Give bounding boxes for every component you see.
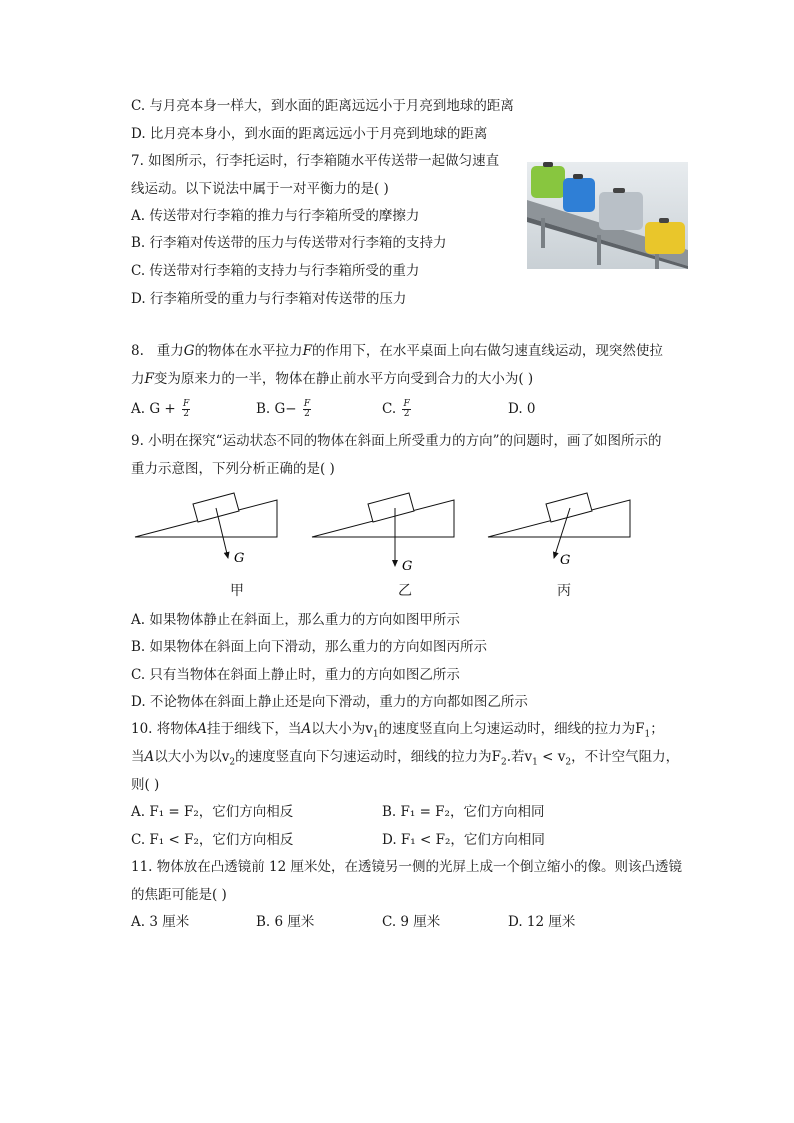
q10-option-b: B. F₁ = F₂，它们方向相同 bbox=[382, 804, 545, 820]
q8-stem-line2 bbox=[131, 370, 533, 388]
q8-stem-line1 bbox=[131, 342, 663, 360]
q8-option-d: D. 0 bbox=[508, 401, 536, 417]
q8-text-d: 力 bbox=[131, 371, 145, 387]
incline-yi bbox=[312, 493, 454, 574]
q8-text-e: 变为原来力的一半，物体在静止前水平方向受到合力的大小为( ) bbox=[153, 371, 534, 387]
q7-stem-line1: 7. 如图所示，行李托运时，行李箱随水平传送带一起做匀速直 bbox=[131, 153, 500, 169]
q10-option-c: C. F₁ < F₂，它们方向相反 bbox=[131, 832, 294, 848]
q8-symbol-f2: F bbox=[144, 371, 154, 387]
q10-stem-line1: 10. 将物体A挂于细线下，当A以大小为$v_1$的速度竖直向上匀速运动时，细线的拉力为$F_1$； bbox=[131, 721, 664, 740]
q8-text-b: 的物体在水平拉力 bbox=[194, 343, 303, 359]
figure-label-yi: 乙 bbox=[398, 583, 412, 599]
q9-option-d: D. 不论物体在斜面上静止还是向下滑动，重力的方向都如图乙所示 bbox=[131, 694, 528, 710]
q10-stem-line2: 当A以大小为以$v_2$的速度竖直向下匀速运动时，细线的拉力为$F_2$.若$v_1 < v_2$，不计空气阻力， bbox=[131, 749, 680, 768]
q7-option-d: D. 行李箱所受的重力与行李箱对传送带的压力 bbox=[131, 291, 407, 307]
q8-fraction-a: $\frac{F}{2}$ bbox=[183, 399, 190, 419]
q10-stem-line3: 则( ) bbox=[131, 777, 160, 793]
q7-stem-line2: 线运动。以下说法中属于一对平衡力的是( ) bbox=[131, 181, 389, 197]
figure-label-jia: 甲 bbox=[230, 583, 244, 599]
g-label-jia: G bbox=[234, 551, 245, 566]
q8-option-a bbox=[131, 400, 190, 419]
q8-symbol-g: G bbox=[183, 343, 195, 359]
figure-label-bing: 丙 bbox=[557, 583, 571, 599]
q8-option-a-label: A. G + bbox=[131, 401, 181, 417]
q9-option-a: A. 如果物体静止在斜面上，那么重力的方向如图甲所示 bbox=[131, 612, 460, 628]
q9-option-c: C. 只有当物体在斜面上静止时，重力的方向如图乙所示 bbox=[131, 667, 460, 683]
q8-fraction-b: $\frac{F}{2}$ bbox=[303, 399, 311, 419]
incline-bing bbox=[488, 493, 630, 568]
q10-symbol-a3: A bbox=[144, 749, 155, 765]
q7-option-b: B. 行李箱对传送带的压力与传送带对行李箱的支持力 bbox=[131, 235, 447, 251]
q9-stem-line2: 重力示意图，下列分析正确的是( ) bbox=[131, 461, 335, 477]
q6-option-d: D. 比月亮本身小，到水面的距离远远小于月亮到地球的距离 bbox=[131, 126, 488, 142]
q8-option-b-label: B. G− bbox=[256, 401, 301, 417]
q8-option-b bbox=[256, 400, 311, 419]
g-label-yi: G bbox=[402, 559, 413, 574]
q10-symbol-a2: A bbox=[301, 721, 312, 737]
q11-stem-line1: 11. 物体放在凸透镜前 12 厘米处，在透镜另一侧的光屏上成一个倒立缩小的像。则该凸透镜 bbox=[131, 859, 683, 875]
q9-stem-line1: 9. 小明在探究“运动状态不同的物体在斜面上所受重力的方向”的问题时，画了如图所示的 bbox=[131, 433, 662, 449]
q8-option-c-label: C. bbox=[382, 401, 401, 417]
q10-symbol-a: A bbox=[197, 721, 208, 737]
q11-option-a: A. 3 厘米 bbox=[131, 914, 190, 930]
q8-symbol-f: F bbox=[302, 343, 312, 359]
g-label-bing: G bbox=[560, 553, 571, 568]
q10-option-a: A. F₁ = F₂，它们方向相反 bbox=[131, 804, 294, 820]
q8-option-c bbox=[382, 400, 411, 419]
q11-option-c: C. 9 厘米 bbox=[382, 914, 441, 930]
luggage-conveyor-photo bbox=[527, 162, 688, 269]
q6-option-c: C. 与月亮本身一样大，到水面的距离远远小于月亮到地球的距离 bbox=[131, 98, 514, 114]
q11-option-b: B. 6 厘米 bbox=[256, 914, 315, 930]
q9-option-b: B. 如果物体在斜面上向下滑动，那么重力的方向如图丙所示 bbox=[131, 639, 488, 655]
incline-jia bbox=[135, 493, 277, 566]
q8-text-c: 的作用下，在水平桌面上向右做匀速直线运动，现突然使拉 bbox=[311, 343, 663, 359]
q11-option-d: D. 12 厘米 bbox=[508, 914, 576, 930]
q7-option-a: A. 传送带对行李箱的推力与行李箱所受的摩擦力 bbox=[131, 208, 420, 224]
q8-fraction-c: $\frac{F}{2}$ bbox=[403, 399, 410, 419]
q8-number: 8. bbox=[131, 343, 144, 359]
q7-option-c: C. 传送带对行李箱的支持力与行李箱所受的重力 bbox=[131, 263, 420, 279]
q11-stem-line2: 的焦距可能是( ) bbox=[131, 887, 227, 903]
q10-option-d: D. F₁ < F₂，它们方向相同 bbox=[382, 832, 545, 848]
q8-text-a: 重力 bbox=[156, 343, 184, 359]
